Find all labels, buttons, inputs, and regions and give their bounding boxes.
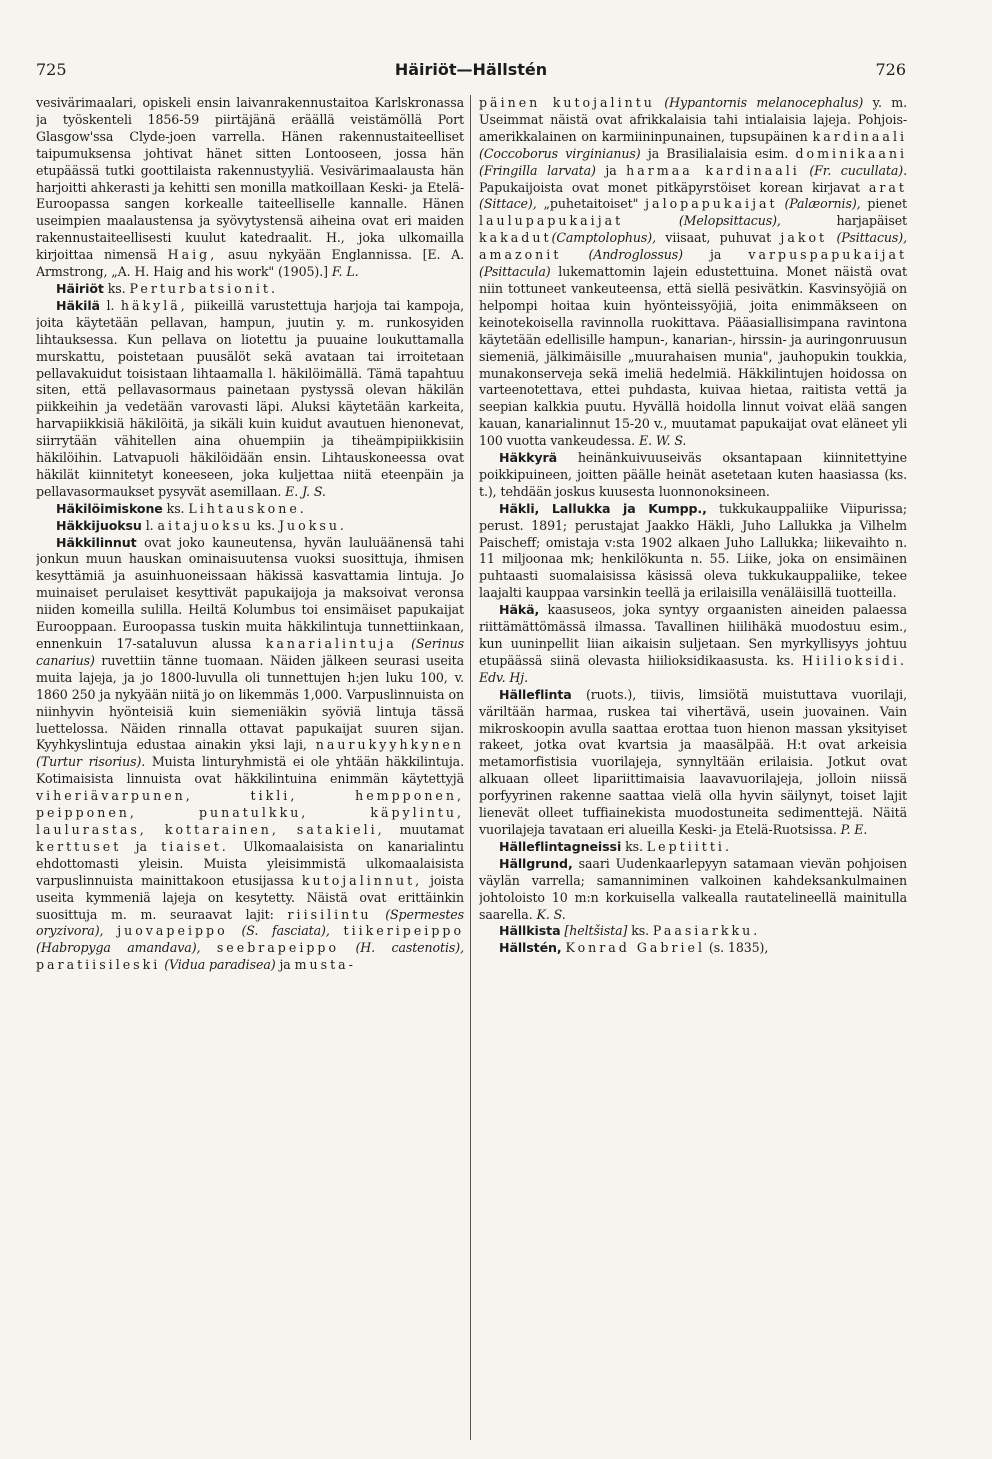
headword: Hälleflintagneissi xyxy=(499,838,622,854)
page-title: Häiriöt—Hällstén xyxy=(394,60,548,79)
entry-hakiloimiskone: Häkilöimiskone ks. Lihtauskone. xyxy=(56,500,307,516)
entry-hallkista: Hällkista [heltšista] ks. Paasiarkku. xyxy=(499,923,761,939)
entry-continuation: vesivärimaalari, opiskeli ensin laivanrakennustaitoa Karlskronassa ja työskenteli 1856-59 piirtäjänä eräällä veistämöllä Port Glasgow'ssa Clyde-joen varrella. Hänen rakennustaiteelliset taipumuksensa johtivat hänet sitten Lontooseen, jossa hän etupäässä tutki goottilaista rakennustyyliä. Vesivärimaalausta hän harjoitti ahkerasti ja kehitti sen monilla matkoillaan Keski- ja Etelä-Euroopassa sangen korkealle taiteelliselle kannalle. Hänen useimpien maalaustensa ja syövytystensä aiheina ovat eri maiden rakennustaiteellisesti kuulut katedraalit. H., joka ulkomailla kirjoittaa nimensä Haig, asuu nykyään Englannissa. [E. A. Armstrong, „A. H. Haig and his work" (1905).] F. L. xyxy=(36,95,464,280)
right-column xyxy=(479,95,907,1440)
headword: Häkkyrä xyxy=(499,450,558,466)
page-header xyxy=(36,60,906,84)
entry-hallgrund: Hällgrund, saari Uudenkaarlepyyn satamaan vievän pohjoisen väylän varrella; samanniminen valkoinen kahdeksankulmainen johtoloisto 10 m:n korkuisella valkealla rautatelineellä mainitulla saarella. K. S. xyxy=(479,855,907,922)
entry-hakkijuoksu: Häkkijuoksu l. aitajuoksu ks. Juoksu. xyxy=(56,517,347,533)
headword: Hälleflinta xyxy=(499,686,572,702)
headword: Hällgrund, xyxy=(499,855,573,871)
headword: Häkli, Lallukka ja Kumpp., xyxy=(499,500,707,516)
entry-hakli-lallukka: Häkli, Lallukka ja Kumpp., tukkukauppaliike Viipurissa; perust. 1891; perustajat Jaakko Häkli, Juho Lallukka ja Vilhelm Paischeff; omistaja v:sta 1902 alkaen Juho Lallukka; liikevaihto n. 11 miljoonaa mk; henkilökunta n. 55. Liike, joka on ensimäinen puhtaasti suomalaisissa käsissä oleva tukkukauppaliike, tekee laajalti kauppaa varsinkin teellä ja erilaisilla venäläisillä tuotteilla. xyxy=(479,500,907,601)
headword: Häkkijuoksu xyxy=(56,517,142,533)
entry-continuation: päinen kutojalintu (Hypantornis melanocephalus) y. m. Useimmat näistä ovat afrikkalaisia tahi intialaisia lajeja. Pohjois-amerikkalainen on karmiininpunainen, tupsupäinen kardinaali (Coccoborus virginianus) ja Brasilialaisia esim. dominikaani (Fringilla larvata) ja harmaa kardinaali (Fr. cucullata). Papukaijoista ovat monet pitkäpyrstöiset korean kirjavat arat (Sittace), „puhetaitoiset" jalopapukaijat (Palæornis), pienet laulupapukaijat (Melopsittacus), harjapäiset kakadut(Camptolophus), viisaat, puhuvat jakot (Psittacus), amazonit (Androglossus) ja varpuspapukaijat (Psittacula) lukemattomin lajein edustettuina. Monet näistä ovat niin tottuneet vankeuteensa, että siellä pesivätkin. Kasvinsyöjiä on helpompi hoitaa kuin hyönteissyöjiä, joita enimmäkseen on keinotekoisella ravinnolla ruokittava. Pääasiallisimpana ravintona käytetään edellisille hampun-, kanarian-, hirssin- ja auringonruusun siemeniä, jälkimäisille „muurahaisen munia", jauhopukin toukkia, munakonserveja sekä imeliä hedelmiä. Häkkilintujen hoidossa on varteenotettava, ettei puhdasta, kuivaa hietaa, raitista vettä ja seepian kalkkia puutu. Hyvällä hoidolla linnut voivat elää sangen kauan, kanarialinnut 15-20 v., muutamat papukaijat ovat eläneet yli 100 vuotta vankeudessa. E. W. S. xyxy=(479,95,907,449)
headword: Häiriöt xyxy=(56,280,104,296)
headword: Häkilä xyxy=(56,297,100,313)
entry-hakila: Häkilä l. häkylä, piikeillä varustettuja harjoja tai kampoja, joita käytetään pellavan, hampun, juutin y. m. runkosyiden lihtauksessa. Kun pellava on liotettu ja puuaine loukuttamalla murskattu, poistetaan puusälöt sekä avataan tai irroitetaan pellavakuidut toisistaan lihtaamalla l. häkilöimällä. Tämä tapahtuu siten, että pellavasormaus painetaan pystyssä olevan häkilän piikkeihin ja vedetään varovasti läpi. Aluksi käytetään karkeita, harvapiikkisiä häkilöitä, ja sikäli kuin kuidut avautuen hienonevat, siirrytään vähitellen aina ohuempiin ja tiheämpipiikkisiin häkilöihin. Latvapuoli häkilöidään ensin. Lihtauskoneessa ovat häkilät kiinnitetyt koneeseen, joka kuljettaa niitä eteenpäin ja pellavasormaukset pysyvät asemillaan. E. J. S. xyxy=(36,297,464,499)
headword: Häkä, xyxy=(499,602,540,618)
entry-hallsten: Hällstén, Konrad Gabriel (s. 1835), xyxy=(499,940,769,956)
headword: Häkilöimiskone xyxy=(56,500,163,516)
headword: Hällkista xyxy=(499,923,561,939)
entry-hakkyra: Häkkyrä heinänkuivuuseiväs oksantapaan kiinnitettyine poikkipuineen, joitten päälle heinät asetetaan kuten haasiassa (ks. t.), tehdään joskus kuusesta luonnonoksineen. xyxy=(479,450,907,499)
left-column xyxy=(36,95,464,1440)
entry-haka: Häkä, kaasuseos, joka syntyy orgaanisten aineiden palaessa riittämättömässä ilmassa. Tavallinen hiilihäkä muodostuu esim., kun uuninpellit liian aikaisin suljetaan. Sen myrkyllisyys johtuu etupäässä siinä olevasta hiilioksidikaasusta. ks. Hiilioksidi. Edv. Hj. xyxy=(479,602,907,685)
entry-halleflinta: Hälleflinta (ruots.), tiivis, limsiötä muistuttava vuorilaji, väriltään harmaa, ruskea tai vihertävä, usein juovainen. Vain mikroskoopin avulla saattaa erottaa tuon hienon massan yksityiset rakeet, jotka ovat kvartsia ja maasälpää. H:t ovat arkeisia metamorfistisia vuorilajeja, synnyltään erilaisia. Jotkut ovat alkuaan olleet lipariittimaisia laavavuorilajeja, jolloin niissä porfyyrinen rakenne saattaa vielä olla hyvin säilynyt, toiset lajit lienevät olleet tuffiainekista muodostuneita sedimenttejä. Näitä vuorilajeja tavataan eri alueilla Keski- ja Etelä-Ruotsissa. P. E. xyxy=(479,686,907,837)
page-number-left: 725 xyxy=(36,60,67,79)
entry-halleflintagneissi: Hälleflintagneissi ks. Leptiitti. xyxy=(499,838,732,854)
page-number-right: 726 xyxy=(875,60,906,79)
entry-hakkilinnut: Häkkilinnut ovat joko kauneutensa, hyvän lauluäänensä tahi jonkun muun hauskan ominaisuutensa vuoksi suosittuja, ihmisen kesyttämiä ja asuinhuoneissaan häkissä kasvattamia lintuja. Jo muinaiset perulaiset kesyttivät papukaijoja ja maksoivat veronsa niiden komeilla sulilla. Heiltä Kolumbus toi ensimäiset papukaijat Eurooppaan. Euroopassa tuskin muita häkkilintuja tunnettiinkaan, ennenkuin 17-sataluvun alussa kanarialintuja (Serinus canarius) ruvettiin tänne tuomaan. Näiden jälkeen seurasi useita muita lajeja, ja jo 1800-luvulla oli tunnettujen h:jen luku 100, v. 1860 250 ja nykyään niitä jo on likemmäs 1,000. Varpuslinnuista on niinhyvin hyönteisiä kuin siemeniäkin syöviä lintuja tässä luettelossa. Näiden rinnalla ottavat papukaijat suuren sijan. Kyyhkyslintuja edustaa ainakin yksi laji, naurukyyhkynen (Turtur risorius). Muista linturyhmistä ei ole yhtään häkkilintuja. Kotimaisista linnuista ovat häkkilintuina enimmän käytettyjä viheriävarpunen, tikli, hempponen, peipponen, punatulkku, käpylintu, laulurastas, kottarainen, satakieli, muutamat kerttuset ja tiaiset. Ulkomaalaisista on kanarialintu ehdottomasti yleisin. Muista yleisimmistä ulkomaalaisista varpuslinnuista mainittakoon etusijassa kutojalinnut, joista useita kymmeniä lajeja on kesytetty. Näistä ovat erittäinkin suosittuja m. m. seuraavat lajit: riisilintu (Spermestes oryzivora), juovapeippo (S. fasciata), tiikeripeippo (Habropyga amandava), seebrapeippo (H. castenotis), paratiisileski (Vidua paradisea) ja musta- xyxy=(36,534,464,973)
headword: Hällstén, xyxy=(499,940,562,956)
column-divider xyxy=(470,95,471,1440)
entry-hairiot: Häiriöt ks. Perturbatsionit. xyxy=(56,280,278,296)
headword: Häkkilinnut xyxy=(56,534,137,550)
